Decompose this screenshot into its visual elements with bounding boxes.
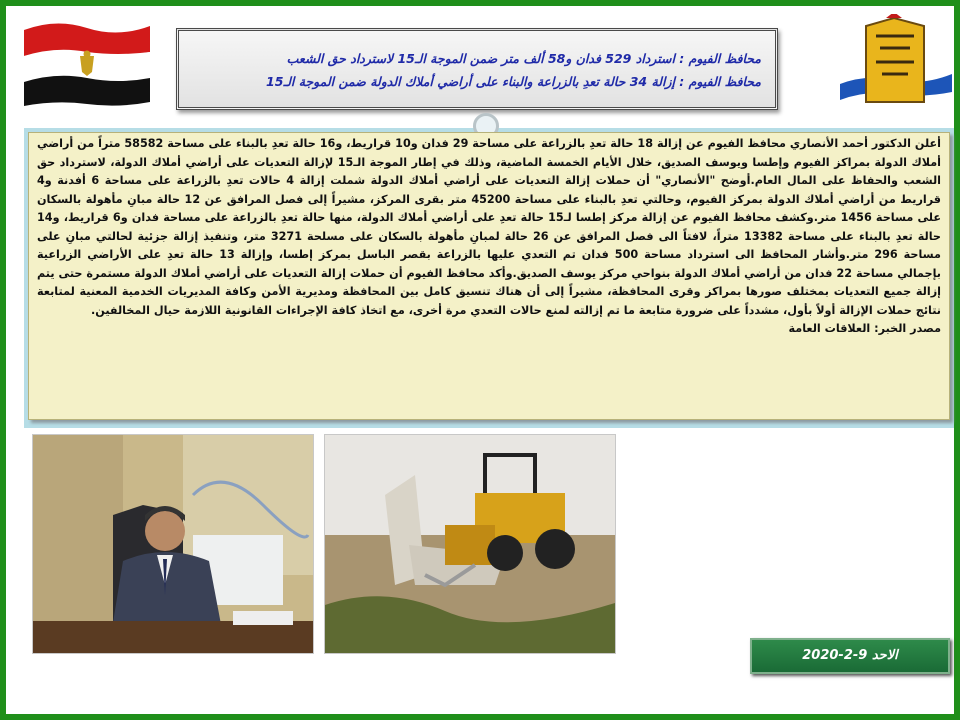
egypt-flag-icon: [20, 16, 154, 108]
article-body: أعلن الدكتور أحمد الأنصاري محافظ الفيوم عن إزالة 18 حالة تعدِ بالزراعة على مساحة 29 فدان و10 قراريط، و16 حالة تعدِ بالبناء على مساحة 58582 متراً من أراضي أملاك الدولة بمراكز الفيوم وإطسا ويوسف الصديق، خلال الأيام الخمسة الماضية، وذلك في إطار الموجة الـ15 لإزالة التعديات على أراضي أملاك الدولة، لاسترداد حق الشعب والحفاظ على المال العام.أوضح "الأنصاري" أن حملات إزالة التعديات على أراضي أملاك الدولة شملت إزالة 4 حالات تعدِ بالزراعة على مساحة 6 أفدنة و4 قراريط من أراضي أملاك الدولة بمركز الفيوم، وحالتي تعدِ بالبناء على مساحة 45200 متر بقرى المركز، مشيراً إلى فصل المرافق عن 12 حالة مبانِ مأهولة بالسكان على مساحة 1456 متر.وكشف محافظ الفيوم عن إزالة مركز إطسا لـ15 حالة تعدِ على أراضي أملاك الدولة، منها حالة تعدِ بالزراعة على مساحة فدان و6 قراريط، و14 حالة تعدِ بالبناء على مساحة 13382 متراً، لافتاً الى فصل المرافق عن 26 حالة لمبانِ مأهولة بالسكان على مسلحة 3271 متر، وتنفيذ إزالة جزئية لحالتي مبانِ على مساحة 296 متر.وأشار المحافظ الى استرداد مساحة 500 فدان تم التعدي عليها بالزراعة بقصر الباسل بمركز إطسا، وإزالة 13 حالة تعدِ على الأراضي الزراعية بإجمالي مساحة 22 فدان من أراضي أملاك الدولة بنواحي مركز يوسف الصديق.وأكد محافظ الفيوم أن حملات إزالة التعديات على أراضي أملاك الدولة مستمرة حتى يتم إزالة جميع التعديات بمختلف صورها بمراكز وقرى المحافظة، مشيراً إلى أن هناك تنسيق كامل بين المحافظة ومديرية الأمن وكافة المديريات الخدمية المعنية لمتابعة نتائج حملات الإزالة أولاً بأول، مشدداً على ضرورة متابعة ما تم إزالته لمنع حالات التعدي مرة أخرى، مع اتخاذ كافة الإجراءات القانونية اللازمة حيال المخالفين.: [37, 137, 942, 317]
article-source: مصدر الخبر: العلاقات العامة: [788, 322, 941, 335]
article-box: [28, 132, 950, 420]
headline-box: [176, 28, 778, 110]
headline-line-1: محافظ الفيوم : استرداد 529 فدان و58 ألف متر ضمن الموجة الـ15 لاسترداد حق الشعب: [286, 51, 761, 66]
bulldozer-demolition-photo: [324, 434, 616, 654]
date-badge: الاحد 9-2-2020: [750, 638, 950, 674]
governor-photo: [32, 434, 314, 654]
fayoum-governorate-logo: [836, 14, 954, 112]
headline-line-2: محافظ الفيوم : إزالة 34 حالة تعدِ بالزراعة والبناء على أراضي أملاك الدولة ضمن الموجة الـ15: [266, 74, 761, 89]
